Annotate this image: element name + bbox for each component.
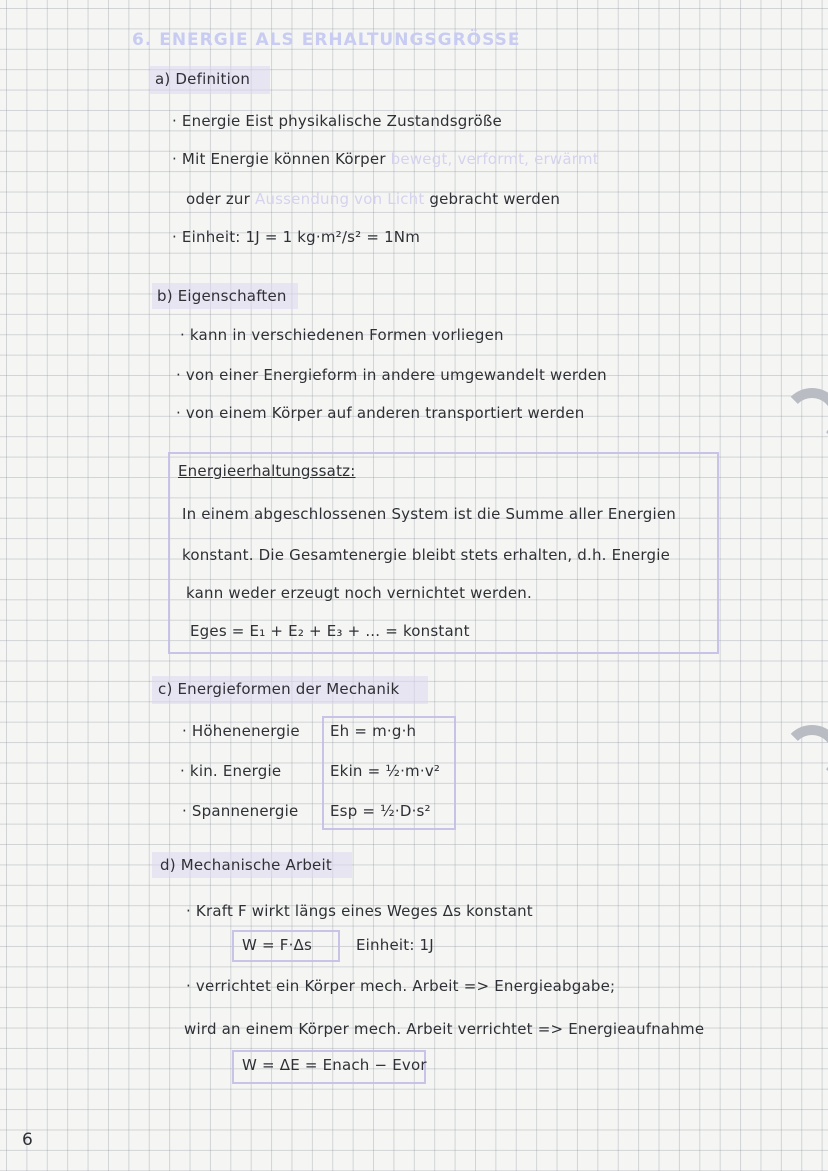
heading-energieformen: c) Energieformen der Mechanik: [158, 680, 400, 698]
form-name-2: · kin. Energie: [180, 762, 282, 780]
definition-line-3-pre: oder zur: [186, 190, 251, 208]
definition-line-2: [172, 150, 599, 168]
heading-mechanische-arbeit: d) Mechanische Arbeit: [160, 856, 332, 874]
law-line-1: In einem abgeschlossenen System ist die Summe aller Energien: [182, 505, 676, 523]
definition-line-1: · Energie Eist physikalische Zustandsgröße: [172, 112, 502, 130]
eigenschaft-item-2: · von einer Energieform in andere umgewandelt werden: [176, 366, 607, 384]
arbeit-formula-2: W = ΔE = Enach − Evor: [242, 1056, 427, 1074]
definition-line-2-faint: bewegt, verformt, erwärmt: [390, 150, 599, 168]
law-line-2: konstant. Die Gesamtenergie bleibt stets erhalten, d.h. Energie: [182, 546, 671, 564]
law-line-3: kann weder erzeugt noch vernichtet werden.: [186, 584, 532, 602]
heading-eigenschaften: b) Eigenschaften: [157, 287, 287, 305]
law-title: Energieerhaltungssatz:: [178, 462, 356, 480]
definition-line-3-post: gebracht werden: [429, 190, 561, 208]
arbeit-line-3: wird an einem Körper mech. Arbeit verrichtet => Energieaufnahme: [184, 1020, 705, 1038]
definition-line-3-faint: Aussendung von Licht: [254, 190, 425, 208]
eigenschaft-item-3: · von einem Körper auf anderen transportiert werden: [176, 404, 585, 422]
arbeit-line-1: · Kraft F wirkt längs eines Weges Δs konstant: [186, 902, 533, 920]
form-formula-1: Eh = m·g·h: [330, 722, 417, 740]
arbeit-unit: Einheit: 1J: [356, 936, 434, 954]
definition-line-3: [186, 190, 560, 208]
definition-unit: · Einheit: 1J = 1 kg·m²/s² = 1Nm: [172, 228, 421, 246]
heading-definition: a) Definition: [155, 70, 251, 88]
law-formula: Eges = E₁ + E₂ + E₃ + ... = konstant: [190, 622, 470, 640]
arbeit-line-2: · verrichtet ein Körper mech. Arbeit => Energieabgabe;: [186, 977, 616, 995]
page-number: 6: [22, 1130, 34, 1150]
page-title: 6. ENERGIE ALS ERHALTUNGSGRÖSSE: [132, 30, 521, 50]
form-formula-3: Esp = ½·D·s²: [330, 802, 431, 820]
form-name-3: · Spannenergie: [182, 802, 299, 820]
eigenschaft-item-1: · kann in verschiedenen Formen vorliegen: [180, 326, 504, 344]
form-formula-2: Ekin = ½·m·v²: [330, 762, 441, 780]
arbeit-formula: W = F·Δs: [242, 936, 313, 954]
definition-line-2-pre: · Mit Energie können Körper: [172, 150, 386, 168]
form-name-1: · Höhenenergie: [182, 722, 300, 740]
